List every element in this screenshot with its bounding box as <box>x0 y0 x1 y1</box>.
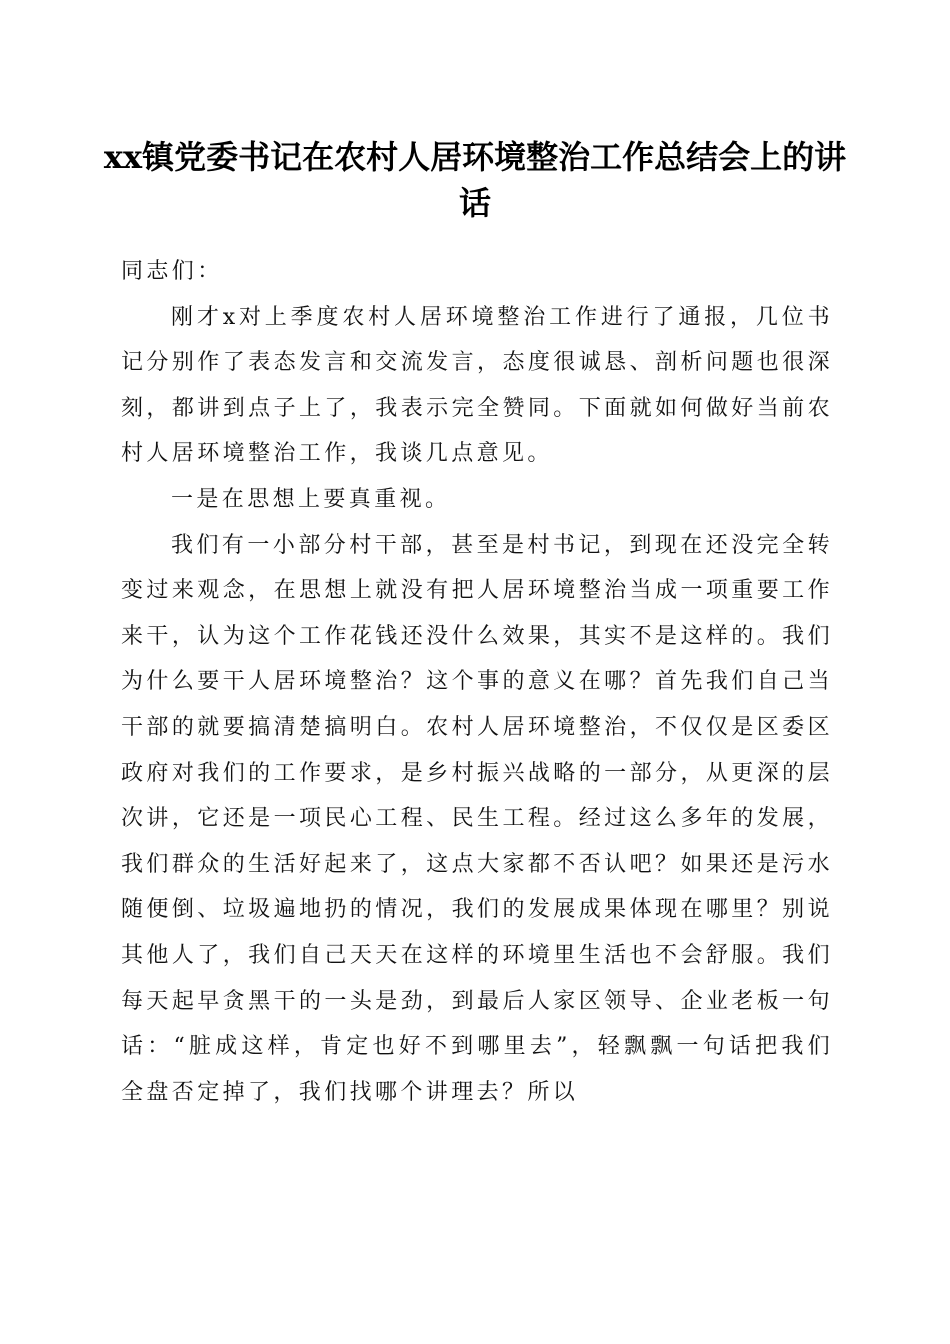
section-heading-1: 一是在思想上要真重视。 <box>171 486 451 512</box>
document-body <box>121 249 833 1115</box>
paragraph-body: 我们有一小部分村干部，甚至是村书记，到现在还没完全转变过来观念，在思想上就没有把人居环境整治当成一项重要工作来干，认为这个工作花钱还没什么效果，其实不是这样的。我们为什么要干人居环境整治？这个事的意义在哪？首先我们自己当干部的就要搞清楚搞明白。农村人居环境整治，不仅仅是区委区政府对我们的工作要求，是乡村振兴战略的一部分，从更深的层次讲，它还是一项民心工程、民生工程。经过这么多年的发展，我们群众的生活好起来了，这点大家都不否认吧？如果还是污水随便倒、垃圾遍地扔的情况，我们的发展成果体现在哪里？别说其他人了，我们自己天天在这样的环境里生活也不会舒服。我们每天起早贪黑干的一头是劲，到最后人家区领导、企业老板一句话：“脏成这样，肯定也好不到哪里去”，轻飘飘一句话把我们全盘否定掉了，我们找哪个讲理去？所以 <box>121 532 833 1105</box>
document-title: xx镇党委书记在农村人居环境整治工作总结会上的讲话 <box>103 138 847 222</box>
paragraph-intro: 刚才x对上季度农村人居环境整治工作进行了通报，几位书记分别作了表态发言和交流发言，态度很诚恳、剖析问题也很深刻，都讲到点子上了，我表示完全赞同。下面就如何做好当前农村人居环境整治工作，我谈几点意见。 <box>121 304 833 467</box>
salutation: 同志们： <box>121 259 223 284</box>
